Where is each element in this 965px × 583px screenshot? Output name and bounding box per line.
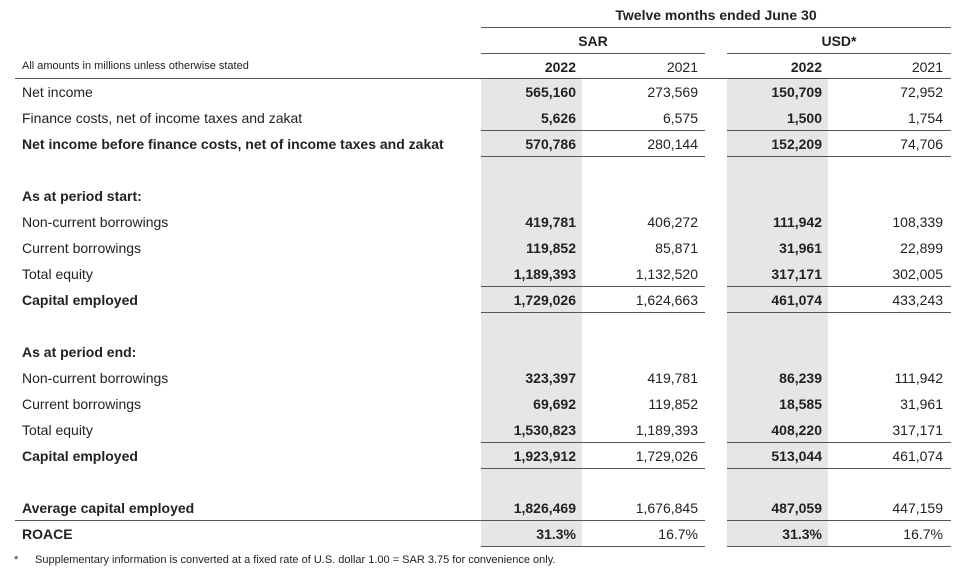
period-title-rule [481,27,951,28]
footnote-marker: * [14,554,19,566]
row-start-noncurrent-borrowings-sar-2021: 406,272 [647,214,698,230]
sar-bottom-rule [481,546,705,547]
row-end-total-equity-usd-2021: 317,171 [892,422,943,438]
row-start-noncurrent-borrowings-sar-2022: 419,781 [525,214,576,230]
roace-top-rule [15,520,705,521]
row-start-current-borrowings-usd-2022: 31,961 [779,240,822,256]
usd-rule-1 [727,130,951,131]
row-net-income-sar-2022: 565,160 [525,84,576,100]
row-roace-label: ROACE [22,526,73,542]
row-end-noncurrent-borrowings-usd-2021: 111,942 [894,370,943,386]
row-net-income-usd-2021: 72,952 [900,84,943,100]
row-start-capital-employed-label: Capital employed [22,292,138,308]
row-average-capital-employed-label: Average capital employed [22,500,195,516]
section-period-start-heading: As at period start: [22,188,142,204]
row-net-income-sar-2021: 273,569 [647,84,698,100]
row-net-income-label: Net income [22,84,93,100]
row-start-noncurrent-borrowings-label: Non-current borrowings [22,214,169,230]
row-average-capital-employed-usd-2021: 447,159 [892,500,943,516]
usd-heading-rule [727,53,951,54]
row-finance-costs-usd-2021: 1,754 [907,110,943,126]
row-finance-costs-sar-2022: 5,626 [540,110,576,126]
row-net-income-before-finance-sar-2021: 280,144 [647,136,698,152]
row-end-capital-employed-sar-2022: 1,923,912 [513,448,576,464]
row-start-total-equity-sar-2022: 1,189,393 [513,266,576,282]
row-roace-sar-2022: 31.3% [536,526,576,542]
row-finance-costs-sar-2021: 6,575 [662,110,698,126]
row-net-income-usd-2022: 150,709 [771,84,822,100]
row-start-total-equity-label: Total equity [22,266,93,282]
footnote-text: Supplementary information is converted at a fixed rate of U.S. dollar 1.00 = SAR 3.75 for convenience only. [35,554,556,566]
row-start-capital-employed-usd-2022: 461,074 [771,292,822,308]
row-end-noncurrent-borrowings-sar-2022: 323,397 [525,370,576,386]
row-start-current-borrowings-usd-2021: 22,899 [900,240,943,256]
row-end-capital-employed-usd-2021: 461,074 [892,448,943,464]
row-average-capital-employed-usd-2022: 487,059 [771,500,822,516]
row-start-current-borrowings-label: Current borrowings [22,240,142,256]
row-start-total-equity-sar-2021: 1,132,520 [635,266,698,282]
currency-usd-heading: USD* [821,33,857,49]
row-net-income-before-finance-usd-2021: 74,706 [900,136,943,152]
row-net-income-before-finance-usd-2022: 152,209 [771,136,822,152]
year-heading-sar-2021: 2021 [666,59,698,75]
row-end-total-equity-sar-2022: 1,530,823 [513,422,576,438]
row-finance-costs-usd-2022: 1,500 [786,110,822,126]
row-start-current-borrowings-sar-2022: 119,852 [526,240,576,256]
sar-rule-6 [481,468,705,469]
row-end-current-borrowings-sar-2021: 119,852 [648,396,698,412]
year-heading-usd-2021: 2021 [911,59,943,75]
amounts-note: All amounts in millions unless otherwise stated [22,60,249,72]
year-heading-usd-2022: 2022 [790,59,822,75]
row-roace-sar-2021: 16.7% [658,526,698,542]
section-period-end-heading: As at period end: [22,344,137,360]
row-start-total-equity-usd-2022: 317,171 [771,266,822,282]
row-start-current-borrowings-sar-2021: 85,871 [655,240,698,256]
row-end-noncurrent-borrowings-usd-2022: 86,239 [779,370,822,386]
usd-rule-6 [727,468,951,469]
row-roace-usd-2021: 16.7% [903,526,943,542]
row-end-current-borrowings-usd-2021: 31,961 [900,396,943,412]
sar-rule-4 [481,312,705,313]
row-finance-costs-label: Finance costs, net of income taxes and zakat [22,110,303,126]
row-end-current-borrowings-usd-2022: 18,585 [779,396,822,412]
usd-rule-5 [727,442,951,443]
period-title: Twelve months ended June 30 [615,7,817,23]
row-end-current-borrowings-sar-2022: 69,692 [533,396,576,412]
usd-rule-3 [727,286,951,287]
row-start-noncurrent-borrowings-usd-2022: 111,942 [772,214,822,230]
row-start-total-equity-usd-2021: 302,005 [892,266,943,282]
row-net-income-before-finance-label: Net income before finance costs, net of income taxes and zakat [22,136,444,152]
usd-bottom-rule [727,546,951,547]
row-end-capital-employed-usd-2022: 513,044 [771,448,822,464]
row-end-noncurrent-borrowings-sar-2021: 419,781 [647,370,698,386]
usd-rule-4 [727,312,951,313]
row-start-capital-employed-sar-2021: 1,624,663 [635,292,698,308]
row-net-income-before-finance-sar-2022: 570,786 [525,136,576,152]
roace-top-rule-usd [727,520,951,521]
row-end-total-equity-usd-2022: 408,220 [771,422,822,438]
sar-rule-1 [481,130,705,131]
row-end-noncurrent-borrowings-label: Non-current borrowings [22,370,169,386]
row-start-capital-employed-usd-2021: 433,243 [892,292,943,308]
row-end-total-equity-sar-2021: 1,189,393 [635,422,698,438]
usd-rule-2 [727,156,951,157]
currency-sar-heading: SAR [578,33,608,49]
row-start-capital-employed-sar-2022: 1,729,026 [513,292,576,308]
sar-rule-5 [481,442,705,443]
row-end-total-equity-label: Total equity [22,422,93,438]
sar-heading-rule [481,53,705,54]
row-start-noncurrent-borrowings-usd-2021: 108,339 [892,214,943,230]
row-average-capital-employed-sar-2021: 1,676,845 [635,500,698,516]
header-bottom-rule [15,78,951,79]
row-end-current-borrowings-label: Current borrowings [22,396,142,412]
sar-rule-2 [481,156,705,157]
row-roace-usd-2022: 31.3% [782,526,822,542]
year-heading-sar-2022: 2022 [544,59,576,75]
row-end-capital-employed-label: Capital employed [22,448,138,464]
row-end-capital-employed-sar-2021: 1,729,026 [635,448,698,464]
row-average-capital-employed-sar-2022: 1,826,469 [513,500,576,516]
sar-rule-3 [481,286,705,287]
